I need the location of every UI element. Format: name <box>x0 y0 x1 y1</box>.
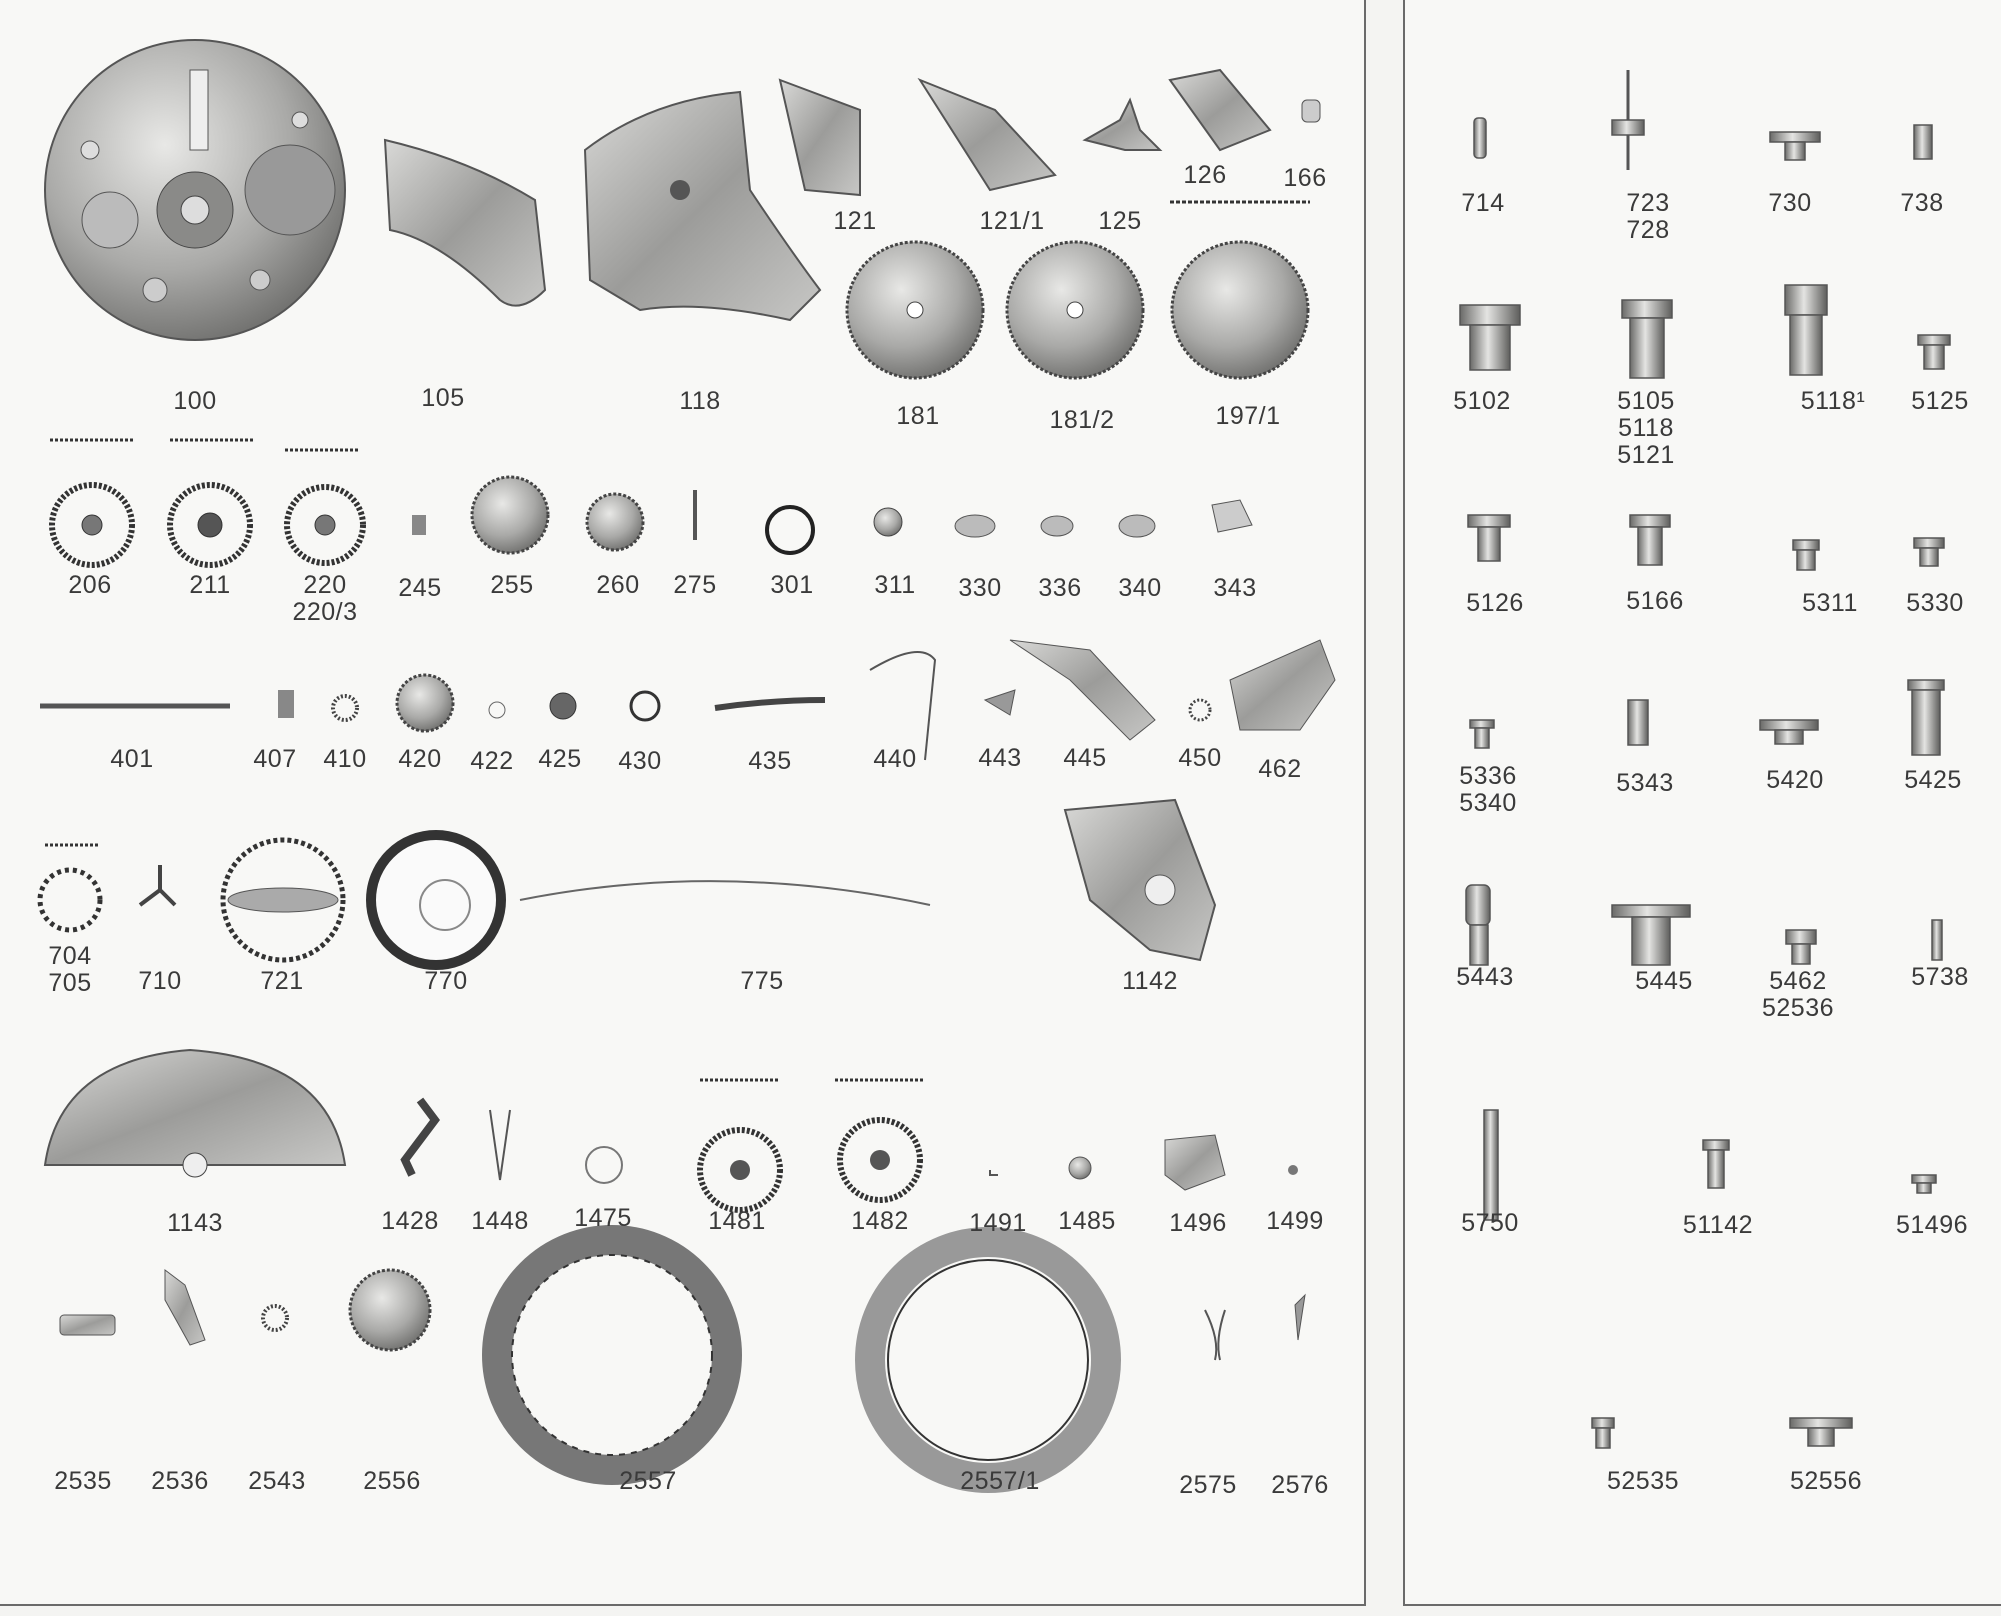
part-number: 5105 <box>1617 387 1675 415</box>
part-number: 710 <box>138 967 182 995</box>
part-number-label <box>1049 407 1114 434</box>
part-number: 255 <box>490 571 534 599</box>
part-number-label <box>1904 767 1962 794</box>
part-number-label <box>708 1208 766 1235</box>
part-number: 260 <box>596 571 640 599</box>
part-number-label <box>1179 1472 1237 1499</box>
part-number-label <box>1911 388 1969 415</box>
part-number: 730 <box>1768 189 1812 217</box>
part-number-label <box>1766 767 1824 794</box>
part-number-label <box>1768 190 1811 217</box>
part-number: 422 <box>470 747 514 775</box>
part-number: 5121 <box>1617 441 1675 469</box>
part-number-label <box>979 208 1044 235</box>
part-number-label <box>471 1208 529 1235</box>
part-number: 126 <box>1183 161 1227 189</box>
part-number-label <box>110 746 153 773</box>
part-number: 704 <box>48 942 92 970</box>
part-number-label <box>1911 964 1969 991</box>
part-number: 5118¹ <box>1800 387 1866 415</box>
part-number-label <box>770 572 813 599</box>
part-number: 775 <box>740 967 784 995</box>
part-number: 435 <box>748 747 792 775</box>
part-number-label <box>470 748 513 775</box>
part-number-label <box>189 572 230 599</box>
regulator-121-drawing <box>780 80 860 195</box>
bridge-105-drawing <box>385 140 545 306</box>
part-number: 2556 <box>363 1467 421 1495</box>
part-number: 1481 <box>708 1207 766 1235</box>
part-number-label <box>173 388 216 415</box>
part-number-label <box>1461 190 1504 217</box>
part-number: 220 <box>303 571 347 599</box>
part-number-label <box>596 572 639 599</box>
part-number-label <box>1466 590 1524 617</box>
part-number-label <box>48 943 91 997</box>
part-number-label <box>1213 575 1256 602</box>
mainplate-100-drawing <box>45 40 345 340</box>
part-number: 1143 <box>167 1209 223 1237</box>
part-number: 220/3 <box>292 598 358 626</box>
part-number: 2543 <box>248 1467 306 1495</box>
part-number: 2536 <box>151 1467 209 1495</box>
part-number-label <box>398 575 441 602</box>
part-number-label <box>1178 745 1221 772</box>
part-number: 1491 <box>969 1209 1027 1237</box>
part-number: 1485 <box>1058 1207 1116 1235</box>
part-number: 211 <box>189 571 231 599</box>
part-number: 425 <box>538 745 582 773</box>
part-number-label <box>1683 1212 1753 1239</box>
part-number: 51496 <box>1895 1211 1969 1239</box>
part-number: 206 <box>68 571 112 599</box>
part-number-label <box>574 1205 632 1232</box>
part-number-label <box>1459 763 1517 817</box>
part-number: 125 <box>1098 207 1142 235</box>
part-number-label <box>851 1208 909 1235</box>
part-number-label <box>1790 1468 1862 1495</box>
part-number-label <box>1258 756 1301 783</box>
part-number-label <box>873 746 916 773</box>
part-number: 121/1 <box>979 207 1045 235</box>
part-number: 5102 <box>1453 387 1511 415</box>
part-number: 443 <box>978 744 1022 772</box>
part-number-label <box>260 968 303 995</box>
part-number: 51142 <box>1682 1211 1754 1239</box>
part-number-label <box>1058 1208 1116 1235</box>
part-number-label <box>740 968 783 995</box>
part-number: 181 <box>896 402 940 430</box>
part-number-label <box>138 968 181 995</box>
part-number: 52536 <box>1761 994 1835 1022</box>
part-number-label <box>538 746 581 773</box>
part-number: 714 <box>1461 189 1505 217</box>
part-number-label <box>424 968 467 995</box>
part-number-label <box>1453 388 1511 415</box>
part-number: 5443 <box>1456 963 1514 991</box>
part-number-label <box>490 572 533 599</box>
part-number-label <box>748 748 791 775</box>
part-number: 301 <box>770 571 814 599</box>
part-number: 275 <box>673 571 717 599</box>
part-number-label <box>969 1210 1027 1237</box>
part-number: 181/2 <box>1049 406 1115 434</box>
part-number-label <box>1461 1210 1519 1237</box>
part-number: 197/1 <box>1215 402 1281 430</box>
part-number-label <box>1635 968 1693 995</box>
part-number-label <box>1626 588 1684 615</box>
part-number: 121 <box>833 207 877 235</box>
part-number-label <box>1283 165 1326 192</box>
part-number-label <box>619 1468 677 1495</box>
part-number: 52556 <box>1789 1467 1863 1495</box>
part-number: 5336 <box>1459 762 1517 790</box>
part-number-label <box>1118 575 1161 602</box>
part-number-label <box>1762 968 1834 1022</box>
part-number: 5738 <box>1911 963 1969 991</box>
part-number: 105 <box>421 384 465 412</box>
part-number: 2575 <box>1179 1471 1237 1499</box>
part-number-label <box>1271 1472 1329 1499</box>
part-number-label <box>1266 1208 1324 1235</box>
part-number-label <box>54 1468 112 1495</box>
part-number-label <box>363 1468 421 1495</box>
part-number: 2557/1 <box>960 1467 1040 1495</box>
part-number: 5118 <box>1618 414 1674 442</box>
part-number-label <box>253 746 296 773</box>
part-number: 245 <box>398 574 442 602</box>
part-number: 705 <box>48 969 92 997</box>
part-number-label <box>1896 1212 1968 1239</box>
part-number: 1475 <box>574 1204 632 1232</box>
part-number: 401 <box>110 745 154 773</box>
part-number: 1496 <box>1169 1209 1227 1237</box>
part-number: 721 <box>260 967 304 995</box>
part-number-label <box>381 1208 439 1235</box>
part-number-label <box>1169 1210 1227 1237</box>
part-number-label <box>1215 403 1280 430</box>
part-number-label <box>958 575 1001 602</box>
part-number-label <box>1906 590 1964 617</box>
part-number: 5311 <box>1802 589 1858 617</box>
part-number: 5343 <box>1616 769 1674 797</box>
part-number: 1142 <box>1122 967 1178 995</box>
part-number-label <box>68 572 111 599</box>
part-number-label <box>1122 968 1178 995</box>
part-number: 738 <box>1900 189 1944 217</box>
part-number-label <box>167 1210 223 1237</box>
part-number: 336 <box>1038 574 1082 602</box>
part-number-label <box>833 208 876 235</box>
part-number: 445 <box>1063 744 1107 772</box>
part-number-label <box>673 572 716 599</box>
part-number: 2535 <box>54 1467 112 1495</box>
part-number: 340 <box>1118 574 1162 602</box>
part-number-label <box>398 746 441 773</box>
part-number: 5462 <box>1769 967 1827 995</box>
part-number-label <box>679 388 720 415</box>
part-number-label <box>421 385 464 412</box>
part-number: 5330 <box>1906 589 1964 617</box>
part-number: 2576 <box>1271 1471 1329 1499</box>
part-number-label <box>896 403 939 430</box>
part-number: 407 <box>253 745 297 773</box>
bridge-118-drawing <box>585 92 820 320</box>
part-number-label <box>323 746 366 773</box>
part-number-label <box>1900 190 1943 217</box>
part-number-label <box>1617 388 1675 469</box>
part-number-label <box>1626 190 1669 244</box>
part-number-label <box>292 572 357 626</box>
part-number: 420 <box>398 745 442 773</box>
part-number-label <box>1456 964 1514 991</box>
part-number: 100 <box>173 387 217 415</box>
part-number: 1482 <box>851 1207 909 1235</box>
part-number: 728 <box>1626 216 1670 244</box>
part-number-label <box>618 748 661 775</box>
part-number-label <box>960 1468 1039 1495</box>
part-number: 5340 <box>1459 789 1517 817</box>
part-number: 166 <box>1283 164 1327 192</box>
part-number: 5125 <box>1911 387 1969 415</box>
part-number-label <box>1607 1468 1679 1495</box>
part-number: 2557 <box>619 1467 677 1495</box>
part-number: 52535 <box>1606 1467 1680 1495</box>
part-number: 450 <box>1178 744 1222 772</box>
part-number: 5420 <box>1766 766 1824 794</box>
part-number: 770 <box>424 967 468 995</box>
part-number: 430 <box>618 747 662 775</box>
part-number: 5750 <box>1461 1209 1519 1237</box>
part-number-label <box>978 745 1021 772</box>
part-number-label <box>151 1468 209 1495</box>
part-number: 330 <box>958 574 1002 602</box>
part-number-label <box>1063 745 1106 772</box>
part-number-label <box>1801 388 1866 415</box>
part-number: 440 <box>873 745 917 773</box>
part-number: 118 <box>679 387 721 415</box>
part-number-label <box>1098 208 1141 235</box>
part-number: 462 <box>1258 755 1302 783</box>
part-number-label <box>1183 162 1226 189</box>
part-number: 1428 <box>381 1207 439 1235</box>
part-number-label <box>1616 770 1674 797</box>
part-number: 1499 <box>1266 1207 1324 1235</box>
part-number-label <box>248 1468 306 1495</box>
part-number: 5425 <box>1904 766 1962 794</box>
part-number-label <box>874 572 915 599</box>
part-number: 5445 <box>1635 967 1693 995</box>
part-number: 343 <box>1213 574 1257 602</box>
part-number: 5126 <box>1466 589 1524 617</box>
regulator-121-1-drawing <box>920 80 1055 190</box>
part-number: 5166 <box>1626 587 1684 615</box>
part-number: 410 <box>323 745 367 773</box>
part-number-label <box>1802 590 1858 617</box>
part-number: 723 <box>1626 189 1670 217</box>
part-number: 311 <box>874 571 916 599</box>
part-number: 1448 <box>471 1207 529 1235</box>
part-number-label <box>1038 575 1081 602</box>
rotor-1143-drawing <box>45 1050 345 1165</box>
